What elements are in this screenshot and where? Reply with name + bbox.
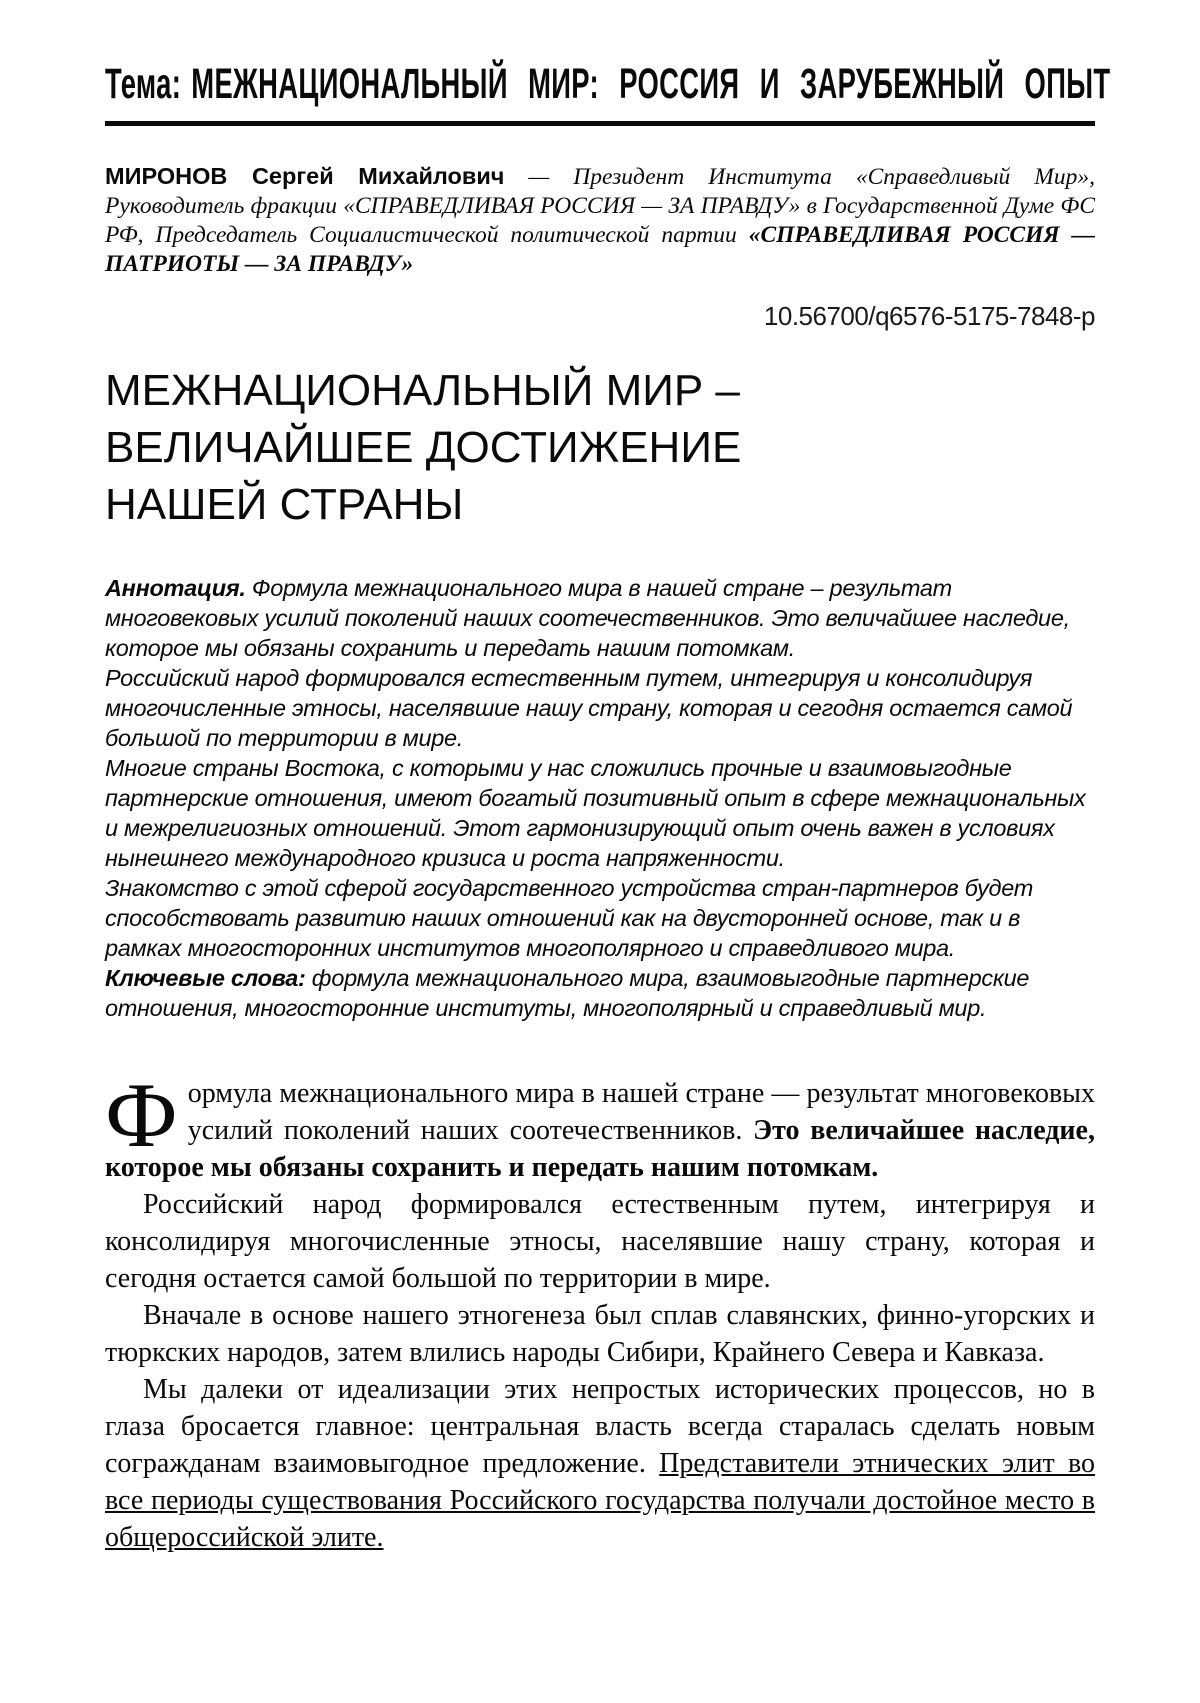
topic-title: МЕЖНАЦИОНАЛЬНЫЙ МИР: РОССИЯ И ЗАРУБЕЖНЫЙ ОПЫТ — [191, 60, 1111, 108]
article-body — [105, 1064, 1095, 1556]
dropcap: Ф — [105, 1064, 178, 1166]
body-paragraph: Российский народ формировался естественным путем, интегрируя и консолидируя многочисленные этносы, населявшие нашу страну, которая и сегодня остается самой большой по территории в мире. — [105, 1189, 1095, 1294]
article-title: МЕЖНАЦИОНАЛЬНЫЙ МИР – ВЕЛИЧАЙШЕЕ ДОСТИЖЕНИЕ НАШЕЙ СТРАНЫ — [105, 366, 742, 529]
body-paragraph — [105, 1371, 1095, 1556]
abstract-paragraph — [105, 573, 1095, 663]
topic-row — [105, 60, 1111, 112]
body-bold-run: Это величайшее наследие, которое мы обязаны сохранить и передать нашим потомкам. — [105, 1115, 1095, 1183]
keywords-label: Ключевые слова: — [105, 965, 306, 991]
topic-text — [105, 61, 1110, 109]
abstract-paragraph: Знакомство с этой сферой государственного устройства стран-партнеров будет способствовать развитию наших отношений как на двусторонней основе, так и в рамках многосторонних институтов многополярного и справедливого мира. — [105, 875, 1034, 961]
author-block — [105, 162, 1095, 279]
body-text-run: Мы далеки от идеализации этих непростых исторических процессов, но в глаза бросается главное: центральная власть всегда старалась сделать новым согражданам взаимовыгодное предложение. — [105, 1374, 1095, 1479]
author-separator: — — [504, 164, 574, 190]
keywords-text: формула межнационального мира, взаимовыгодные партнерские отношения, многосторонние институты, многополярный и справедливый мир. — [105, 965, 1030, 1021]
body-text-run: ормула межнационального мира в нашей стране — результат многовековых усилий поколений наших соотечественников. — [187, 1078, 1095, 1146]
author-party: «СПРАВЕДЛИВАЯ РОССИЯ — ПАТРИОТЫ — ЗА ПРАВДУ» — [105, 222, 1096, 277]
header-rule — [105, 121, 1095, 126]
author-name: МИРОНОВ Сергей Михайлович — [105, 163, 505, 189]
body-underlined-run: Представители этнических элит во все периоды существования Российского государства получали достойное место в общероссийской элите. — [105, 1448, 1095, 1553]
topic-header — [105, 60, 1111, 126]
body-paragraph — [105, 1064, 1095, 1186]
abstract-paragraph: Многие страны Востока, с которыми у нас сложились прочные и взаимовыгодные партнерские отношения, имеют богатый позитивный опыт в сфере межнациональных и межрелигиозных отношений. Этот гармонизирующий опыт очень важен в условиях нынешнего международного кризиса и роста напряженности. — [105, 755, 1086, 871]
abstract-text: Формула межнационального мира в нашей стране – результат многовековых усилий поколений наших соотечественников. Это величайшее наследие, которое мы обязаны сохранить и передать нашим потомкам. — [105, 575, 1070, 661]
abstract-paragraph: Российский народ формировался естественным путем, интегрируя и консолидируя многочисленные этносы, населявшие нашу страну, которая и сегодня остается самой большой по территории в мире. — [105, 665, 1073, 751]
keywords-paragraph — [105, 963, 1095, 1023]
topic-label: Тема: — [105, 60, 182, 108]
abstract-section — [105, 573, 1095, 1023]
body-paragraph: Вначале в основе нашего этногенеза был сплав славянских, финно-угорских и тюркских народов, затем влились народы Сибири, Крайнего Севера и Кавказа. — [105, 1300, 1095, 1368]
abstract-label: Аннотация. — [105, 575, 246, 601]
author-affiliation: Президент Института «Справедливый Мир», Руководитель фракции «СПРАВЕДЛИВАЯ РОССИЯ — ЗА ПРАВДУ» в Государственной Думе ФС РФ, Председатель Социалистической политической партии — [105, 164, 1095, 248]
doi: 10.56700/q6576-5175-7848-p — [763, 301, 1095, 331]
